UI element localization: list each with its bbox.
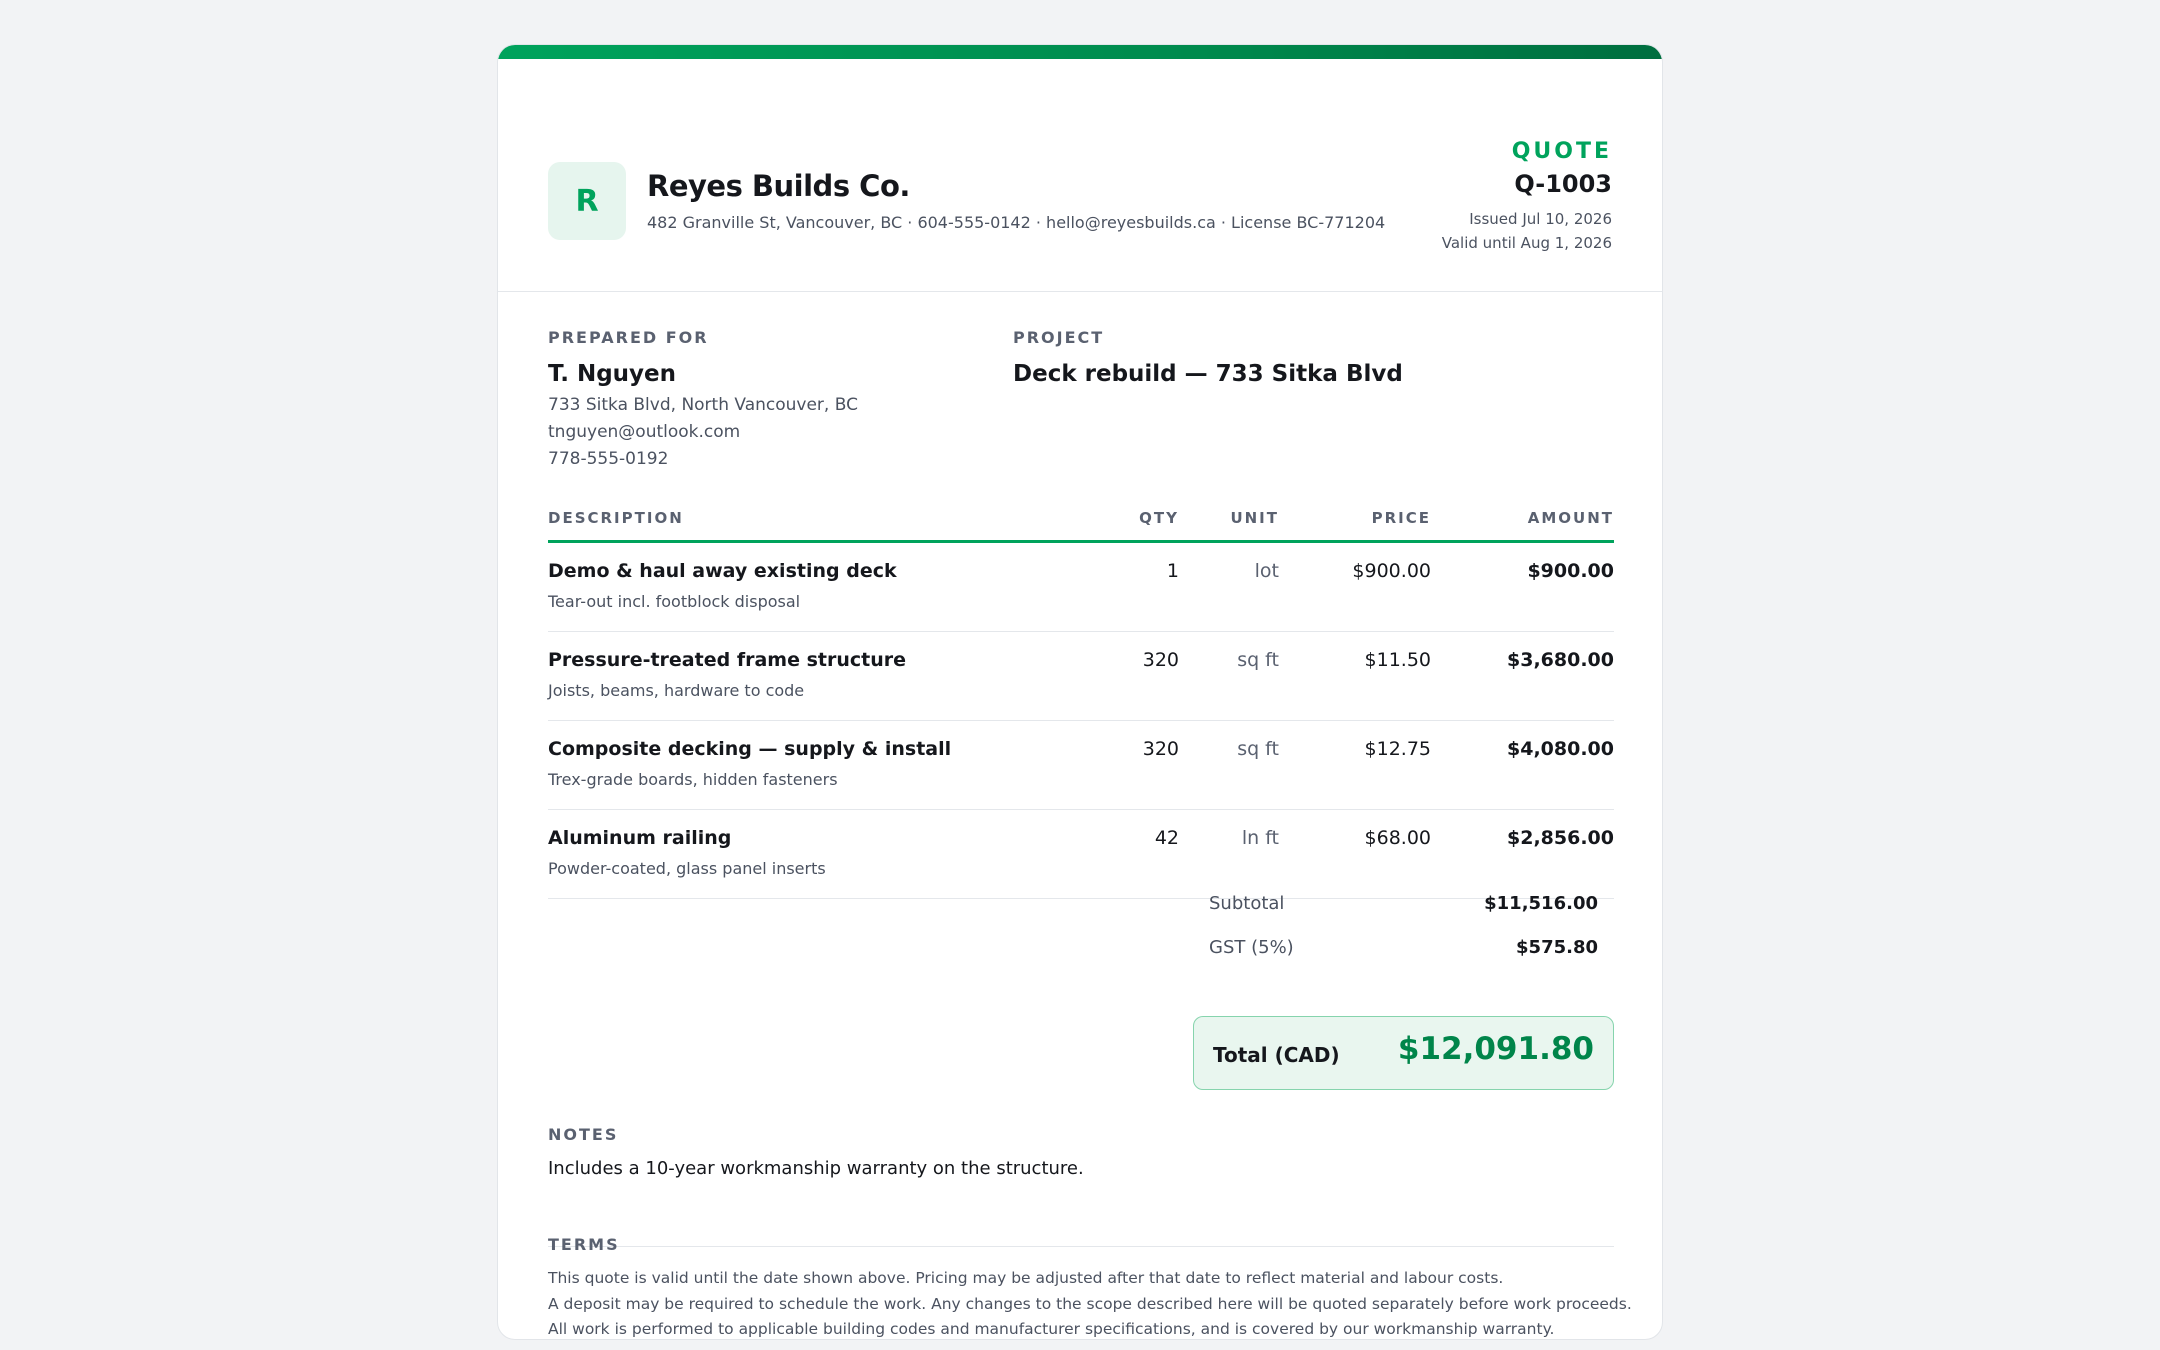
totals-section: [1193, 883, 1614, 1067]
item-price: $68.00: [1364, 827, 1431, 849]
item-qty: 1: [1166, 560, 1179, 582]
company-logo: R: [548, 162, 626, 240]
notes-label: NOTES: [548, 1125, 619, 1144]
subtotal-line: [1193, 883, 1614, 927]
grand-total-box: [1193, 1016, 1614, 1090]
item-qty: 320: [1142, 649, 1179, 671]
table-header: [548, 505, 1614, 543]
terms-label: TERMS: [548, 1235, 620, 1254]
item-unit: sq ft: [1237, 649, 1279, 671]
item-description: Pressure-treated frame structure: [548, 649, 906, 671]
valid-until-date: Valid until Aug 1, 2026: [1441, 234, 1612, 252]
company-contact-info: 482 Granville St, Vancouver, BC · 604-555-0142 · hello@reyesbuilds.ca · License BC-771204: [647, 213, 1386, 232]
quote-document: [497, 44, 1663, 1340]
project-section: [1013, 328, 1613, 387]
quote-number: Q-1003: [1514, 170, 1612, 198]
client-address: 733 Sitka Blvd, North Vancouver, BC: [548, 395, 858, 415]
header-qty: QTY: [1139, 509, 1179, 527]
item-qty: 42: [1154, 827, 1179, 849]
terms-section: [548, 1235, 1632, 1340]
notes-section: [548, 1125, 1614, 1247]
item-unit: lot: [1254, 560, 1279, 582]
quote-meta: [1442, 139, 1612, 252]
terms-line: All work is performed to applicable building codes and manufacturer specifications, and is covered by our workmanship warranty.: [548, 1320, 1555, 1338]
item-amount: $4,080.00: [1507, 738, 1614, 760]
terms-line: A deposit may be required to schedule the work. Any changes to the scope described here will be quoted separately before work proceeds.: [548, 1294, 1632, 1313]
tax-label: GST (5%): [1209, 937, 1294, 958]
prepared-for-label: PREPARED FOR: [548, 328, 709, 347]
item-description: Demo & haul away existing deck: [548, 560, 897, 582]
table-row: [548, 543, 1614, 632]
client-name: T. Nguyen: [548, 361, 676, 387]
item-amount: $3,680.00: [1507, 649, 1614, 671]
table-row: [548, 632, 1614, 721]
total-label: Total (CAD): [1213, 1043, 1340, 1067]
item-detail: Tear-out incl. footblock disposal: [548, 592, 801, 611]
document-header: [498, 59, 1662, 292]
tax-value: $575.80: [1516, 937, 1598, 958]
project-label: PROJECT: [1013, 328, 1105, 347]
header-price: PRICE: [1371, 509, 1431, 527]
item-price: $11.50: [1364, 649, 1431, 671]
line-items-table: [548, 505, 1614, 899]
item-price: $900.00: [1352, 560, 1431, 582]
item-qty: 320: [1142, 738, 1179, 760]
client-phone: 778-555-0192: [548, 449, 669, 469]
tax-line: [1193, 927, 1614, 971]
item-amount: $2,856.00: [1507, 827, 1614, 849]
accent-bar: [498, 45, 1662, 59]
subtotal-label: Subtotal: [1209, 893, 1285, 914]
item-unit: sq ft: [1237, 738, 1279, 760]
table-row: [548, 721, 1614, 810]
prepared-for-section: [548, 328, 988, 470]
item-price: $12.75: [1364, 738, 1431, 760]
item-detail: Trex-grade boards, hidden fasteners: [548, 770, 838, 789]
terms-line: This quote is valid until the date shown above. Pricing may be adjusted after that date to reflect material and labour costs.: [548, 1269, 1504, 1287]
notes-text: Includes a 10-year workmanship warranty on the structure.: [548, 1158, 1084, 1179]
header-description: DESCRIPTION: [548, 509, 684, 527]
item-detail: Powder-coated, glass panel inserts: [548, 859, 826, 878]
item-detail: Joists, beams, hardware to code: [548, 681, 805, 700]
project-name: Deck rebuild — 733 Sitka Blvd: [1013, 361, 1403, 387]
issued-date: Issued Jul 10, 2026: [1469, 210, 1612, 228]
total-value: $12,091.80: [1397, 1031, 1594, 1067]
client-email: tnguyen@outlook.com: [548, 422, 741, 442]
company-name: Reyes Builds Co.: [647, 169, 910, 203]
subtotal-value: $11,516.00: [1484, 893, 1598, 914]
header-unit: UNIT: [1230, 509, 1279, 527]
item-description: Aluminum railing: [548, 827, 732, 849]
item-amount: $900.00: [1527, 560, 1614, 582]
quote-label: QUOTE: [1511, 139, 1612, 164]
header-amount: AMOUNT: [1527, 509, 1614, 527]
item-unit: ln ft: [1241, 827, 1279, 849]
item-description: Composite decking — supply & install: [548, 738, 952, 760]
